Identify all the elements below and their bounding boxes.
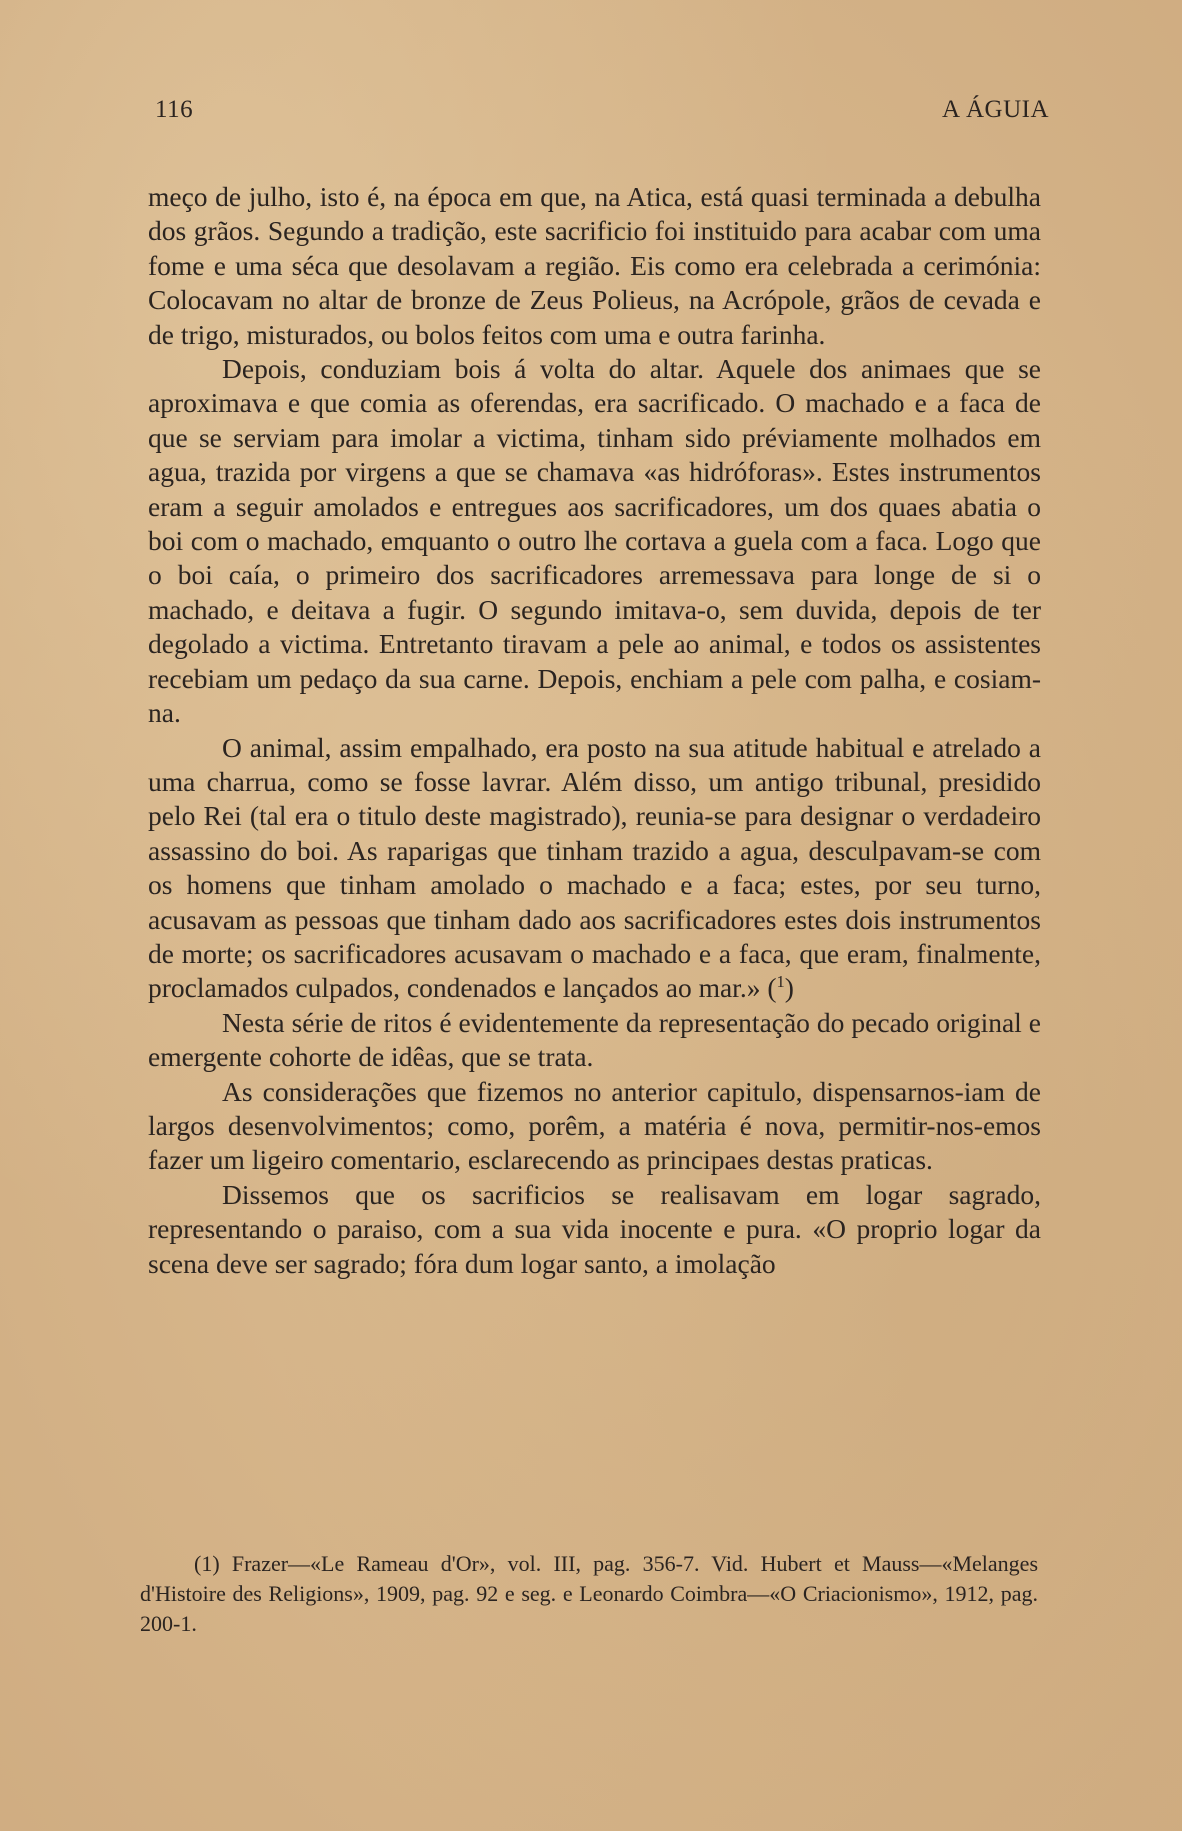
- body-text: [148, 180, 1041, 1281]
- paragraph-2: Depois, conduziam bois á volta do altar. Aquele dos animaes que se aproximava e que comia as oferendas, era sacrificado. O machado e a faca de que se serviam para imolar a victima, tinham sido préviamente molhados em agua, trazida por virgens a que se chamava «as hidróforas». Estes instrumentos eram a seguir amolados e entregues aos sacrificadores, um dos quaes abatia o boi com o machado, emquanto o outro lhe cortava a guela com a faca. Logo que o boi caía, o primeiro dos sacrificadores arremessava para longe de si o machado, e deitava a fugir. O segundo imitava-o, sem duvida, depois de ter degolado a victima. Entretanto tiravam a pele ao animal, e todos os assistentes recebiam um pedaço da sua carne. Depois, enchiam a pele com palha, e cosiam-na.: [148, 353, 1041, 729]
- running-head: [155, 96, 1049, 130]
- footnote-text: Frazer—«Le Rameau d'Or», vol. III, pag. 356-7. Vid. Hubert et Mauss—«Melanges d'Histoire des Religions», 1909, pag. 92 e seg. e Leonardo Coimbra—«O Criacionismo», 1912, pag. 200-1.: [140, 1551, 1039, 1636]
- footnote-entry: [140, 1549, 1038, 1639]
- paragraph-3-text: O animal, assim empalhado, era posto na sua atitude habitual e atrelado a uma charrua, como se fosse lavrar. Além disso, um antigo tribunal, presidido pelo Rei (tal era o titulo deste magistrado), reunia-se para designar o verdadeiro assassino do boi. As raparigas que tinham trazido a agua, desculpavam-se com os homens que tinham amolado o machado e a faca; estes, por seu turno, acusavam as pessoas que tinham dado aos sacrificadores estes dois instrumentos de morte; os sacrificadores acusavam o machado e a faca, que eram, finalmente, proclamados culpados, condenados e lançados ao mar.» (: [148, 731, 1041, 1004]
- paragraph-6: Dissemos que os sacrificios se realisavam em logar sagrado, representando o paraiso, com a sua vida inocente e pura. «O proprio logar da scena deve ser sagrado; fóra dum logar santo, a imolação: [148, 1178, 1041, 1279]
- paragraph-3: [148, 731, 1041, 1006]
- footnote-reference-close: ): [784, 972, 794, 1004]
- footnote-reference: 1: [776, 972, 785, 992]
- paragraph-4: Nesta série de ritos é evidentemente da representação do pecado original e emergente cohorte de idêas, que se trata.: [148, 1006, 1041, 1073]
- page-number: 116: [155, 96, 194, 123]
- footnote: [140, 1549, 1038, 1639]
- journal-title: A ÁGUIA: [942, 96, 1049, 123]
- paragraph-1: meço de julho, isto é, na época em que, na Atica, está quasi terminada a debulha dos grãos. Segundo a tradição, este sacrificio foi instituido para acabar com uma fome e uma séca que desolavam a região. Eis como era celebrada a cerimónia: Colocavam no altar de bronze de Zeus Polieus, na Acrópole, grãos de cevada e de trigo, misturados, ou bolos feitos com uma e outra farinha.: [148, 181, 1041, 350]
- paragraph-5: As considerações que fizemos no anterior capitulo, dispensarnos-iam de largos desenvolvimentos; como, porêm, a matéria é nova, permitir-nos-emos fazer um ligeiro comentario, esclarecendo as principaes destas praticas.: [148, 1075, 1041, 1176]
- footnote-marker: (1): [194, 1551, 220, 1576]
